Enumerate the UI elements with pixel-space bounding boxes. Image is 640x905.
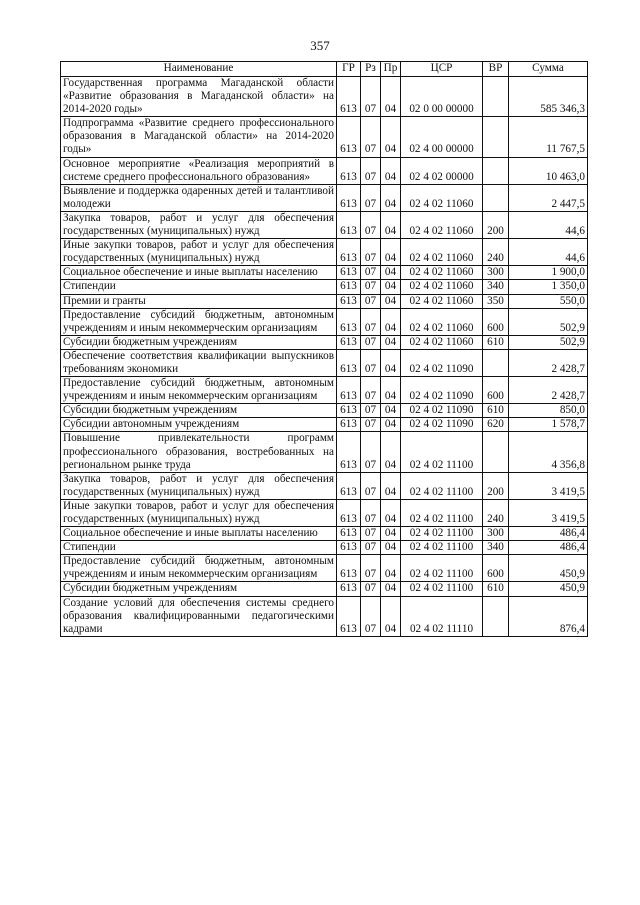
cell-rz: 07	[361, 77, 381, 117]
page-number: 357	[310, 38, 330, 53]
cell-csr: 02 4 02 11060	[401, 308, 483, 335]
cell-name: Премии и гранты	[61, 294, 337, 308]
cell-gr: 613	[337, 377, 361, 404]
table-row	[61, 239, 588, 266]
cell-name: Создание условий для обеспечения системы среднего образования квалифицированными педагогическими кадрами	[61, 596, 337, 636]
cell-gr: 613	[337, 432, 361, 472]
cell-pr: 04	[381, 377, 401, 404]
cell-csr: 02 4 02 11100	[401, 582, 483, 596]
cell-name: Подпрограмма «Развитие среднего профессионального образования в Магаданской области» на 2014-2020 годы»	[61, 117, 337, 157]
column-header-name: Наименование	[61, 62, 337, 77]
cell-gr: 613	[337, 211, 361, 238]
cell-csr: 02 4 02 11100	[401, 527, 483, 541]
cell-rz: 07	[361, 499, 381, 526]
table-row	[61, 157, 588, 184]
table-row	[61, 555, 588, 582]
cell-rz: 07	[361, 184, 381, 211]
cell-rz: 07	[361, 266, 381, 280]
cell-csr: 02 0 00 00000	[401, 77, 483, 117]
cell-pr: 04	[381, 157, 401, 184]
cell-rz: 07	[361, 472, 381, 499]
cell-sum: 550,0	[509, 294, 588, 308]
cell-sum: 10 463,0	[509, 157, 588, 184]
cell-name: Закупка товаров, работ и услуг для обеспечения государственных (муниципальных) нужд	[61, 472, 337, 499]
cell-name: Повышение привлекательности программ профессионального образования, востребованных на региональном рынке труда	[61, 432, 337, 472]
cell-name: Социальное обеспечение и иные выплаты населению	[61, 266, 337, 280]
cell-vr	[483, 157, 509, 184]
cell-sum: 44,6	[509, 211, 588, 238]
cell-rz: 07	[361, 335, 381, 349]
cell-name: Основное мероприятие «Реализация мероприятий в системе среднего профессионального образования»	[61, 157, 337, 184]
cell-sum: 486,4	[509, 527, 588, 541]
table-row	[61, 77, 588, 117]
cell-rz: 07	[361, 211, 381, 238]
cell-csr: 02 4 02 11100	[401, 555, 483, 582]
table-row	[61, 280, 588, 294]
cell-pr: 04	[381, 499, 401, 526]
cell-pr: 04	[381, 117, 401, 157]
cell-vr: 300	[483, 266, 509, 280]
cell-rz: 07	[361, 432, 381, 472]
cell-name: Стипендии	[61, 280, 337, 294]
cell-name: Субсидии бюджетным учреждениям	[61, 335, 337, 349]
cell-csr: 02 4 02 11060	[401, 266, 483, 280]
cell-csr: 02 4 02 11100	[401, 432, 483, 472]
table-row	[61, 211, 588, 238]
cell-name: Стипендии	[61, 541, 337, 555]
cell-name: Субсидии бюджетным учреждениям	[61, 582, 337, 596]
cell-rz: 07	[361, 280, 381, 294]
table-row	[61, 404, 588, 418]
cell-sum: 2 447,5	[509, 184, 588, 211]
cell-name: Государственная программа Магаданской области «Развитие образования в Магаданской области» на 2014-2020 годы»	[61, 77, 337, 117]
cell-gr: 613	[337, 294, 361, 308]
table-row	[61, 499, 588, 526]
cell-gr: 613	[337, 280, 361, 294]
cell-rz: 07	[361, 157, 381, 184]
cell-sum: 4 356,8	[509, 432, 588, 472]
cell-rz: 07	[361, 541, 381, 555]
cell-sum: 1 900,0	[509, 266, 588, 280]
cell-sum: 502,9	[509, 308, 588, 335]
cell-csr: 02 4 02 11060	[401, 211, 483, 238]
cell-pr: 04	[381, 266, 401, 280]
cell-rz: 07	[361, 349, 381, 376]
cell-pr: 04	[381, 472, 401, 499]
cell-vr: 200	[483, 472, 509, 499]
cell-name: Предоставление субсидий бюджетным, автономным учреждениям и иным некоммерческим организациям	[61, 555, 337, 582]
cell-sum: 450,9	[509, 555, 588, 582]
cell-vr	[483, 432, 509, 472]
cell-rz: 07	[361, 404, 381, 418]
cell-vr: 340	[483, 541, 509, 555]
cell-rz: 07	[361, 308, 381, 335]
cell-csr: 02 4 00 00000	[401, 117, 483, 157]
cell-gr: 613	[337, 555, 361, 582]
cell-vr: 340	[483, 280, 509, 294]
cell-pr: 04	[381, 541, 401, 555]
cell-rz: 07	[361, 294, 381, 308]
cell-pr: 04	[381, 349, 401, 376]
cell-vr	[483, 77, 509, 117]
table-row	[61, 432, 588, 472]
cell-vr: 240	[483, 239, 509, 266]
table-row	[61, 308, 588, 335]
cell-csr: 02 4 02 11110	[401, 596, 483, 636]
cell-vr: 610	[483, 335, 509, 349]
cell-gr: 613	[337, 472, 361, 499]
cell-csr: 02 4 02 11100	[401, 499, 483, 526]
cell-pr: 04	[381, 335, 401, 349]
cell-gr: 613	[337, 308, 361, 335]
cell-pr: 04	[381, 77, 401, 117]
cell-vr: 200	[483, 211, 509, 238]
cell-name: Иные закупки товаров, работ и услуг для обеспечения государственных (муниципальных) нужд	[61, 239, 337, 266]
cell-sum: 2 428,7	[509, 349, 588, 376]
cell-sum: 876,4	[509, 596, 588, 636]
cell-name: Предоставление субсидий бюджетным, автономным учреждениям и иным некоммерческим организациям	[61, 377, 337, 404]
column-header-rz: Рз	[361, 62, 381, 77]
cell-vr: 600	[483, 308, 509, 335]
cell-vr: 300	[483, 527, 509, 541]
cell-pr: 04	[381, 211, 401, 238]
cell-vr: 620	[483, 418, 509, 432]
cell-rz: 07	[361, 582, 381, 596]
cell-vr	[483, 349, 509, 376]
cell-gr: 613	[337, 527, 361, 541]
cell-csr: 02 4 02 00000	[401, 157, 483, 184]
cell-rz: 07	[361, 418, 381, 432]
cell-pr: 04	[381, 308, 401, 335]
cell-rz: 07	[361, 555, 381, 582]
cell-gr: 613	[337, 349, 361, 376]
cell-name: Предоставление субсидий бюджетным, автономным учреждениям и иным некоммерческим организациям	[61, 308, 337, 335]
cell-sum: 3 419,5	[509, 472, 588, 499]
cell-vr: 600	[483, 555, 509, 582]
cell-gr: 613	[337, 117, 361, 157]
table-row	[61, 582, 588, 596]
table-row	[61, 377, 588, 404]
cell-csr: 02 4 02 11060	[401, 335, 483, 349]
cell-sum: 2 428,7	[509, 377, 588, 404]
cell-name: Субсидии бюджетным учреждениям	[61, 404, 337, 418]
cell-csr: 02 4 02 11100	[401, 472, 483, 499]
cell-sum: 450,9	[509, 582, 588, 596]
cell-pr: 04	[381, 555, 401, 582]
table-row	[61, 117, 588, 157]
cell-name: Социальное обеспечение и иные выплаты населению	[61, 527, 337, 541]
cell-csr: 02 4 02 11060	[401, 294, 483, 308]
column-header-gr: ГР	[337, 62, 361, 77]
table-header-row	[61, 62, 588, 77]
cell-sum: 502,9	[509, 335, 588, 349]
cell-sum: 44,6	[509, 239, 588, 266]
cell-gr: 613	[337, 499, 361, 526]
cell-name: Закупка товаров, работ и услуг для обеспечения государственных (муниципальных) нужд	[61, 211, 337, 238]
column-header-csr: ЦСР	[401, 62, 483, 77]
cell-vr	[483, 596, 509, 636]
table-row	[61, 335, 588, 349]
cell-pr: 04	[381, 596, 401, 636]
cell-gr: 613	[337, 582, 361, 596]
cell-name: Обеспечение соответствия квалификации выпускников требованиям экономики	[61, 349, 337, 376]
cell-rz: 07	[361, 377, 381, 404]
cell-gr: 613	[337, 157, 361, 184]
cell-name: Выявление и поддержка одаренных детей и талантливой молодежи	[61, 184, 337, 211]
cell-pr: 04	[381, 418, 401, 432]
cell-csr: 02 4 02 11100	[401, 541, 483, 555]
cell-rz: 07	[361, 596, 381, 636]
cell-name: Субсидии автономным учреждениям	[61, 418, 337, 432]
cell-vr	[483, 117, 509, 157]
table-row	[61, 418, 588, 432]
budget-table	[60, 61, 588, 637]
cell-rz: 07	[361, 117, 381, 157]
cell-gr: 613	[337, 266, 361, 280]
column-header-vr: ВР	[483, 62, 509, 77]
cell-sum: 486,4	[509, 541, 588, 555]
cell-sum: 11 767,5	[509, 117, 588, 157]
table-row	[61, 527, 588, 541]
cell-csr: 02 4 02 11060	[401, 280, 483, 294]
table-row	[61, 596, 588, 636]
column-header-sum: Сумма	[509, 62, 588, 77]
cell-pr: 04	[381, 280, 401, 294]
cell-pr: 04	[381, 184, 401, 211]
cell-gr: 613	[337, 239, 361, 266]
cell-csr: 02 4 02 11090	[401, 349, 483, 376]
cell-gr: 613	[337, 77, 361, 117]
cell-gr: 613	[337, 541, 361, 555]
table-row	[61, 472, 588, 499]
cell-rz: 07	[361, 527, 381, 541]
cell-vr: 350	[483, 294, 509, 308]
table-body	[61, 77, 588, 637]
table-row	[61, 349, 588, 376]
cell-vr	[483, 184, 509, 211]
cell-sum: 1 578,7	[509, 418, 588, 432]
cell-pr: 04	[381, 294, 401, 308]
cell-vr: 240	[483, 499, 509, 526]
cell-pr: 04	[381, 432, 401, 472]
cell-csr: 02 4 02 11090	[401, 418, 483, 432]
cell-name: Иные закупки товаров, работ и услуг для обеспечения государственных (муниципальных) нужд	[61, 499, 337, 526]
table-row	[61, 294, 588, 308]
cell-rz: 07	[361, 239, 381, 266]
cell-pr: 04	[381, 404, 401, 418]
cell-vr: 610	[483, 582, 509, 596]
cell-csr: 02 4 02 11090	[401, 404, 483, 418]
cell-csr: 02 4 02 11060	[401, 184, 483, 211]
cell-vr: 600	[483, 377, 509, 404]
cell-gr: 613	[337, 596, 361, 636]
table-row	[61, 184, 588, 211]
cell-pr: 04	[381, 527, 401, 541]
table-row	[61, 541, 588, 555]
cell-gr: 613	[337, 335, 361, 349]
cell-sum: 1 350,0	[509, 280, 588, 294]
table-row	[61, 266, 588, 280]
cell-csr: 02 4 02 11060	[401, 239, 483, 266]
cell-csr: 02 4 02 11090	[401, 377, 483, 404]
cell-pr: 04	[381, 582, 401, 596]
cell-gr: 613	[337, 184, 361, 211]
cell-sum: 585 346,3	[509, 77, 588, 117]
cell-vr: 610	[483, 404, 509, 418]
column-header-pr: Пр	[381, 62, 401, 77]
cell-pr: 04	[381, 239, 401, 266]
cell-sum: 850,0	[509, 404, 588, 418]
cell-sum: 3 419,5	[509, 499, 588, 526]
cell-gr: 613	[337, 418, 361, 432]
cell-gr: 613	[337, 404, 361, 418]
